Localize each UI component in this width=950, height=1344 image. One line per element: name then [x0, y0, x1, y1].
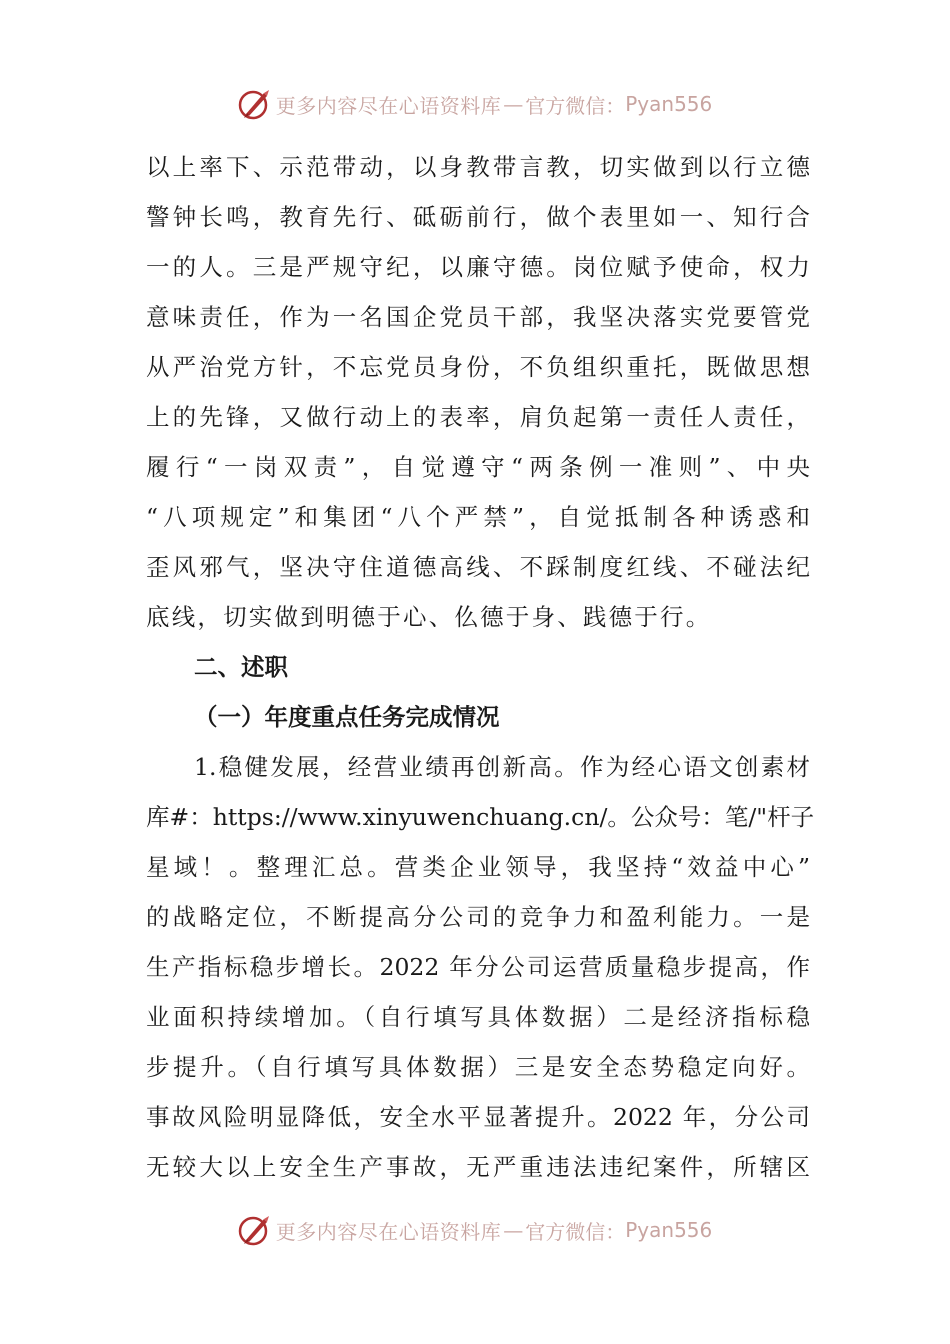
footer-watermark [0, 1210, 950, 1250]
body-line: 以上率下、示范带动，以身教带言教，切实做到以行立德 [146, 153, 810, 181]
body-line: 履行“一岗双责”，自觉遵守“两条例一准则”、中央 [146, 453, 810, 481]
watermark-separator: — [503, 92, 524, 116]
body-line: 1.稳健发展，经营业绩再创新高。作为经心语文创素材 [194, 753, 810, 781]
body-line: 无较大以上安全生产事故，无严重违法违纪案件，所辖区 [146, 1153, 810, 1181]
body-line: 库#：https://www.xinyuwenchuang.cn/。公众号：笔/"杆子 [146, 803, 815, 831]
body-line: 生产指标稳步增长。2022 年分公司运营质量稳步提高，作 [146, 953, 810, 981]
body-line: 一的人。三是严规守纪，以廉守德。岗位赋予使命，权力 [146, 253, 810, 281]
quill-pen-logo-icon [238, 87, 272, 121]
body-line: “八项规定”和集团“八个严禁”，自觉抵制各种诱惑和 [146, 503, 810, 531]
watermark-wechat-id: Pyan556 [625, 92, 713, 116]
body-line: 星域！。整理汇总。营类企业领导，我坚持“效益中心” [146, 853, 810, 881]
watermark-wechat-label: 官方微信： [525, 93, 626, 118]
body-line: 警钟长鸣，教育先行、砥砺前行，做个表里如一、知行合 [146, 203, 810, 231]
watermark-text: 更多内容尽在心语资料库 [275, 1219, 502, 1244]
watermark-text: 更多内容尽在心语资料库 [275, 93, 502, 118]
watermark-wechat-id: Pyan556 [625, 1218, 713, 1242]
body-line: 从严治党方针，不忘党员身份，不负组织重托，既做思想 [146, 353, 810, 381]
body-line: 的战略定位，不断提高分公司的竞争力和盈利能力。一是 [146, 903, 810, 931]
watermark-separator: — [503, 1218, 524, 1242]
quill-pen-logo-icon [238, 1213, 272, 1247]
subsection-heading: （一）年度重点任务完成情况 [194, 703, 500, 731]
section-heading: 二、述职 [194, 653, 288, 681]
body-line: 歪风邪气，坚决守住道德高线、不踩制度红线、不碰法纪 [146, 553, 810, 581]
body-line: 业面积持续增加。（自行填写具体数据）二是经济指标稳 [146, 1003, 810, 1031]
watermark-wechat-label: 官方微信： [525, 1219, 626, 1244]
body-line: 底线，切实做到明德于心、仫德于身、践德于行。 [146, 603, 712, 631]
body-line: 步提升。（自行填写具体数据）三是安全态势稳定向好。 [146, 1053, 810, 1081]
header-watermark [0, 84, 950, 124]
document-body [146, 142, 815, 1192]
body-line: 事故风险明显降低，安全水平显著提升。2022 年，分公司 [146, 1103, 810, 1131]
body-line: 上的先锋，又做行动上的表率，肩负起第一责任人责任， [146, 403, 810, 431]
body-line: 意味责任，作为一名国企党员干部，我坚决落实党要管党 [146, 303, 810, 331]
